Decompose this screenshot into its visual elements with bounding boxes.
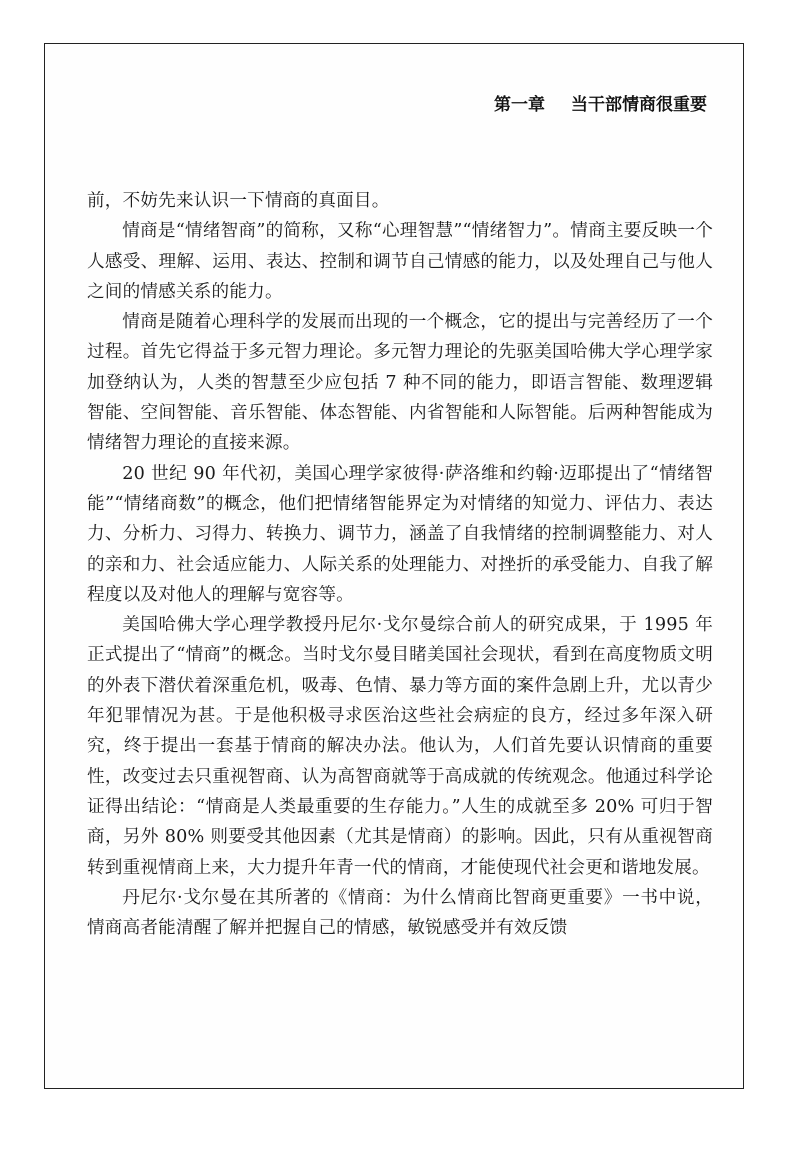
paragraph-continuation: 前，不妨先来认识一下情商的真面目。 [87, 191, 390, 211]
paragraph-origin: 情商是随着心理科学的发展而出现的一个概念，它的提出与完善经历了一个过程。首先它得益于多元智力理论。多元智力理论的先驱美国哈佛大学心理学家加登纳认为，人类的智慧至少应包括 7 种不同的能力，即语言智能、数理逻辑智能、空间智能、音乐智能、体态智能、内省智能和人际智能。后两种智能成为情绪智力理论的直接来源。 [87, 312, 713, 454]
page-frame [44, 43, 744, 1089]
paragraph-goleman: 美国哈佛大学心理学教授丹尼尔·戈尔曼综合前人的研究成果，于 1995 年正式提出了“情商”的概念。当时戈尔曼目睹美国社会现状，看到在高度物质文明的外表下潜伏着深重危机，吸毒、色情、暴力等方面的案件急剧上升，尤以青少年犯罪情况为甚。于是他积极寻求医治这些社会病症的良方，经过多年深入研究，终于提出一套基于情商的解决办法。他认为，人们首先要认识情商的重要性，改变过去只重视智商、认为高智商就等于高成就的传统观念。他通过科学论证得出结论：“情商是人类最重要的生存能力。”人生的成就至多 20% 可归于智商，另外 80% 则要受其他因素（尤其是情商）的影响。因此，只有从重视智商转到重视情商上来，大力提升年青一代的情商，才能使现代社会更和谐地发展。 [87, 615, 713, 878]
paragraph-definition: 情商是“情绪智商”的简称，又称“心理智慧”“情绪智力”。情商主要反映一个人感受、理解、运用、表达、控制和调节自己情感的能力，以及处理自己与他人之间的情感关系的能力。 [87, 221, 713, 302]
paragraph-book: 丹尼尔·戈尔曼在其所著的《情商：为什么情商比智商更重要》一书中说，情商高者能清醒了解并把握自己的情感，敏锐感受并有效反馈 [87, 887, 713, 939]
paragraph-salovey-mayer: 20 世纪 90 年代初，美国心理学家彼得·萨洛维和约翰·迈耶提出了“情绪智能”“情绪商数”的概念，他们把情绪智能界定为对情绪的知觉力、评估力、表达力、分析力、习得力、转换力、调节力，涵盖了自我情绪的控制调整能力、对人的亲和力、社会适应能力、人际关系的处理能力、对挫折的承受能力、自我了解程度以及对他人的理解与宽容等。 [87, 463, 713, 605]
chapter-number: 第一章 [494, 95, 545, 115]
chapter-title: 当干部情商很重要 [571, 95, 707, 115]
running-head [494, 90, 707, 115]
body-text [87, 186, 713, 943]
